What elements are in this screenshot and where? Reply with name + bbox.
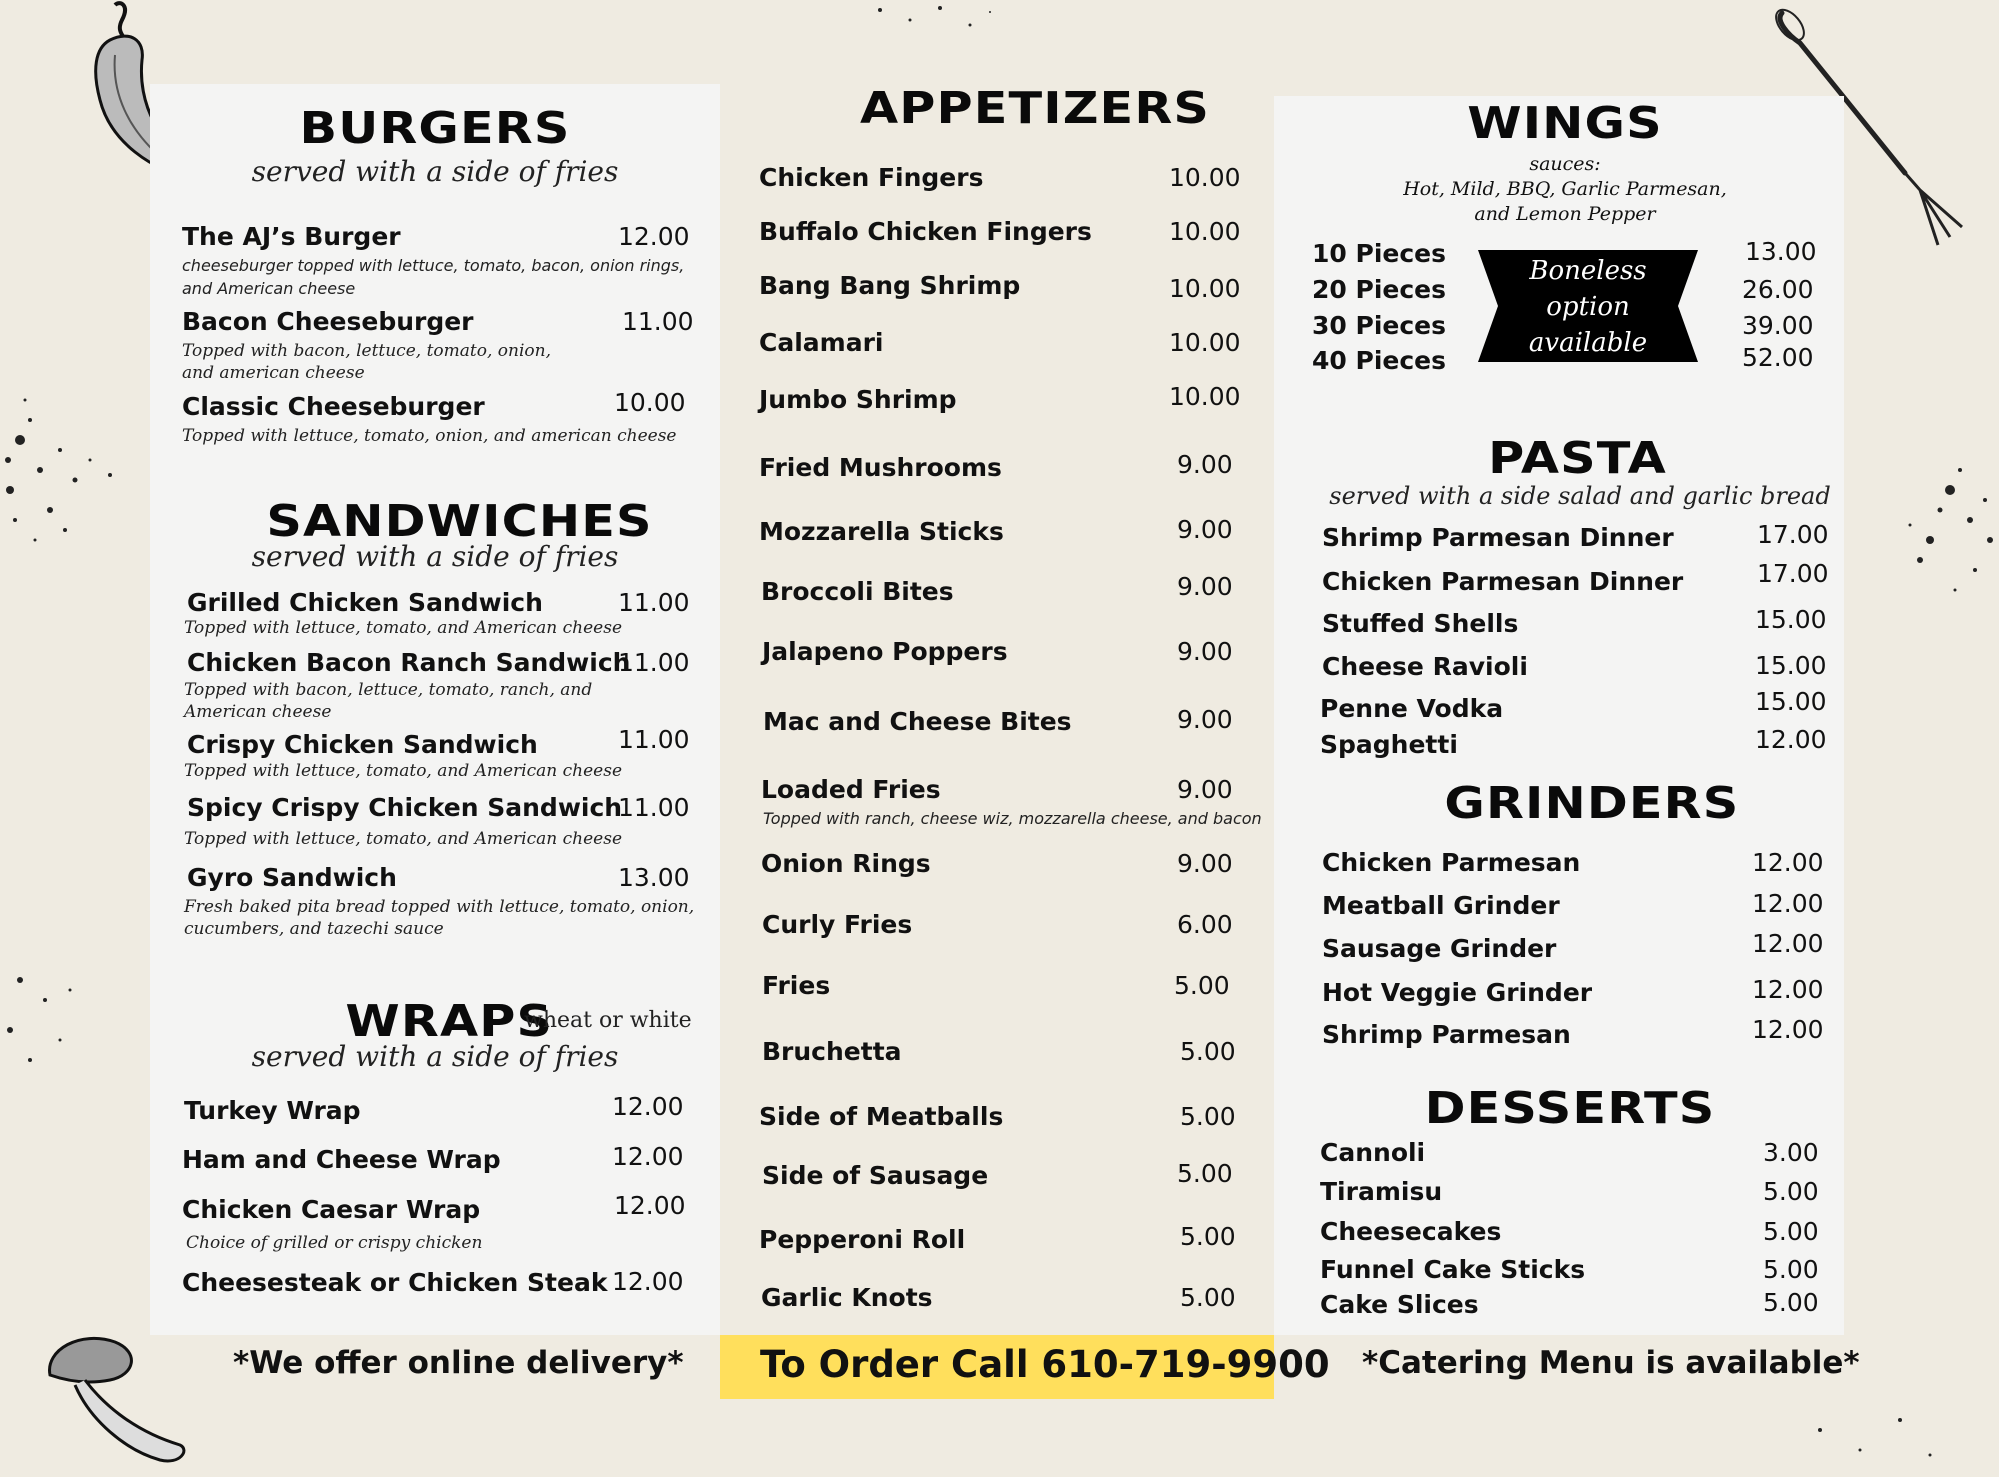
price: 12.00 (614, 1191, 686, 1220)
price: 15.00 (1755, 605, 1827, 634)
menu-item: Cannoli (1320, 1138, 1426, 1167)
price: 12.00 (612, 1267, 684, 1296)
grinders-heading: GRINDERS (1444, 778, 1740, 829)
price: 6.00 (1177, 910, 1233, 939)
menu-item: Turkey Wrap (184, 1096, 361, 1125)
wings-sauces-label: sauces: (1529, 153, 1601, 175)
menu-item: Grilled Chicken Sandwich (187, 588, 543, 617)
sandwiches-heading: SANDWICHES (266, 496, 653, 547)
menu-item: 10 Pieces (1312, 239, 1446, 268)
price: 11.00 (618, 648, 690, 677)
item-description: Topped with ranch, cheese wiz, mozzarella cheese, and bacon (763, 809, 1262, 828)
menu-item: Broccoli Bites (761, 577, 954, 606)
price: 9.00 (1177, 450, 1233, 479)
price: 52.00 (1742, 343, 1814, 372)
burgers-heading: BURGERS (299, 103, 571, 154)
wings-sauces: Hot, Mild, BBQ, Garlic Parmesan, (1403, 178, 1727, 200)
price: 10.00 (1169, 382, 1241, 411)
price: 5.00 (1174, 971, 1230, 1000)
menu-item: Fries (762, 971, 831, 1000)
price: 11.00 (618, 588, 690, 617)
menu-item: 30 Pieces (1312, 311, 1446, 340)
menu-item: Penne Vodka (1320, 694, 1504, 723)
price: 5.00 (1180, 1037, 1236, 1066)
ink-splatter-icon (1800, 1400, 1950, 1477)
menu-item: 40 Pieces (1312, 346, 1446, 375)
menu-item: Buffalo Chicken Fingers (759, 217, 1092, 246)
menu-item: Cheesesteak or Chicken Steak (182, 1268, 608, 1297)
menu-item: Jumbo Shrimp (759, 385, 957, 414)
price: 10.00 (1169, 328, 1241, 357)
menu-item: Shrimp Parmesan Dinner (1322, 523, 1674, 552)
price: 5.00 (1177, 1159, 1233, 1188)
wraps-heading: WRAPS (345, 996, 554, 1047)
menu-item: Classic Cheeseburger (182, 392, 485, 421)
price: 12.00 (1752, 1015, 1824, 1044)
price: 13.00 (618, 863, 690, 892)
menu-item: Onion Rings (761, 849, 931, 878)
menu-item: Chicken Parmesan Dinner (1322, 567, 1684, 596)
delivery-note: *We offer online delivery* (233, 1345, 684, 1381)
price: 11.00 (618, 725, 690, 754)
price: 9.00 (1177, 637, 1233, 666)
price: 15.00 (1755, 687, 1827, 716)
price: 9.00 (1177, 775, 1233, 804)
item-description: Topped with bacon, lettuce, tomato, ranch, and (184, 680, 593, 700)
price: 9.00 (1177, 849, 1233, 878)
menu-item: Crispy Chicken Sandwich (187, 730, 538, 759)
price: 5.00 (1180, 1102, 1236, 1131)
menu-item: Tiramisu (1320, 1177, 1443, 1206)
price: 12.00 (1752, 929, 1824, 958)
price: 3.00 (1763, 1138, 1819, 1167)
burgers-subtitle: served with a side of fries (251, 155, 619, 188)
wings-heading: WINGS (1467, 98, 1663, 149)
menu-item: Chicken Parmesan (1322, 848, 1581, 877)
boneless-text: Boneless (1529, 256, 1647, 286)
menu-item: Mozzarella Sticks (759, 517, 1004, 546)
boneless-text: option (1546, 292, 1630, 322)
price: 26.00 (1742, 275, 1814, 304)
mushroom-icon (40, 1320, 200, 1470)
price: 12.00 (612, 1142, 684, 1171)
menu-item: Hot Veggie Grinder (1322, 978, 1593, 1007)
menu-item: Calamari (759, 328, 884, 357)
price: 10.00 (1169, 217, 1241, 246)
price: 17.00 (1757, 559, 1829, 588)
menu-item: Stuffed Shells (1322, 609, 1519, 638)
price: 11.00 (618, 793, 690, 822)
menu-item: The AJ’s Burger (182, 222, 401, 251)
menu-item: Cheesecakes (1320, 1217, 1502, 1246)
menu-item: Fried Mushrooms (759, 453, 1002, 482)
menu-item: Mac and Cheese Bites (763, 707, 1072, 736)
price: 5.00 (1763, 1255, 1819, 1284)
menu-item: 20 Pieces (1312, 275, 1446, 304)
pasta-heading: PASTA (1488, 433, 1667, 484)
price: 12.00 (1755, 725, 1827, 754)
menu-item: Funnel Cake Sticks (1320, 1255, 1586, 1284)
item-description: and American cheese (182, 279, 356, 298)
price: 15.00 (1755, 651, 1827, 680)
menu-item: Spaghetti (1320, 730, 1458, 759)
boneless-text: available (1528, 328, 1648, 358)
price: 10.00 (1169, 274, 1241, 303)
price: 5.00 (1180, 1222, 1236, 1251)
item-description: Topped with lettuce, tomato, and American cheese (184, 829, 623, 849)
price: 12.00 (1752, 848, 1824, 877)
menu-item: Bruchetta (762, 1037, 902, 1066)
order-phone: To Order Call 610-719-9900 (760, 1343, 1330, 1386)
menu-item: Spicy Crispy Chicken Sandwich (187, 793, 623, 822)
item-description: Topped with lettuce, tomato, and American cheese (184, 618, 623, 638)
item-description: Topped with lettuce, tomato, onion, and american cheese (182, 426, 677, 446)
item-description: cheeseburger topped with lettuce, tomato, bacon, onion rings, (182, 256, 685, 275)
menu-item: Cheese Ravioli (1322, 652, 1528, 681)
menu-item: Gyro Sandwich (187, 863, 397, 892)
price: 12.00 (1752, 975, 1824, 1004)
pasta-subtitle: served with a side salad and garlic bread (1329, 482, 1831, 510)
wings-sauces: and Lemon Pepper (1474, 203, 1656, 225)
price: 11.00 (622, 307, 694, 336)
sandwiches-subtitle: served with a side of fries (251, 540, 619, 573)
menu-item: Side of Meatballs (759, 1102, 1004, 1131)
menu-item: Ham and Cheese Wrap (182, 1145, 501, 1174)
item-description: and american cheese (182, 363, 365, 383)
price: 12.00 (1752, 889, 1824, 918)
menu-item: Bang Bang Shrimp (759, 271, 1021, 300)
item-description: Fresh baked pita bread topped with lettuce, tomato, onion, (184, 897, 695, 917)
wraps-note: wheat or white (524, 1008, 692, 1033)
menu-item: Jalapeno Poppers (762, 637, 1008, 666)
item-description: Topped with bacon, lettuce, tomato, onion, (182, 341, 551, 361)
item-description: American cheese (184, 702, 332, 722)
price: 39.00 (1742, 311, 1814, 340)
menu-item: Cake Slices (1320, 1290, 1479, 1319)
price: 13.00 (1745, 237, 1817, 266)
menu-item: Sausage Grinder (1322, 934, 1557, 963)
menu-item: Chicken Fingers (759, 163, 984, 192)
menu-item: Meatball Grinder (1322, 891, 1560, 920)
ink-splatter-icon (1890, 430, 1999, 630)
price: 12.00 (612, 1092, 684, 1121)
price: 12.00 (618, 222, 690, 251)
appetizers-heading: APPETIZERS (859, 83, 1211, 134)
price: 10.00 (614, 388, 686, 417)
menu-item: Garlic Knots (761, 1283, 933, 1312)
menu-item: Loaded Fries (761, 775, 941, 804)
price: 5.00 (1763, 1217, 1819, 1246)
ink-splatter-icon (0, 950, 90, 1080)
price: 9.00 (1177, 515, 1233, 544)
price: 10.00 (1169, 163, 1241, 192)
ink-splatter-icon (0, 380, 130, 560)
price: 9.00 (1177, 572, 1233, 601)
price: 9.00 (1177, 705, 1233, 734)
price: 5.00 (1763, 1288, 1819, 1317)
menu-item: Chicken Caesar Wrap (182, 1195, 481, 1224)
price: 5.00 (1180, 1283, 1236, 1312)
price: 17.00 (1757, 520, 1829, 549)
menu-item: Curly Fries (762, 910, 913, 939)
catering-note: *Catering Menu is available* (1362, 1345, 1860, 1381)
menu-item: Bacon Cheeseburger (182, 307, 474, 336)
wraps-subtitle: served with a side of fries (251, 1040, 619, 1073)
item-description: cucumbers, and tazechi sauce (184, 919, 444, 939)
item-description: Topped with lettuce, tomato, and American cheese (184, 761, 623, 781)
item-description: Choice of grilled or crispy chicken (186, 1233, 483, 1253)
ink-splatter-icon (860, 0, 1000, 50)
menu-item: Side of Sausage (762, 1161, 989, 1190)
desserts-heading: DESSERTS (1424, 1083, 1716, 1134)
menu-item: Pepperoni Roll (759, 1225, 966, 1254)
price: 5.00 (1763, 1177, 1819, 1206)
menu-item: Chicken Bacon Ranch Sandwich (187, 648, 631, 677)
menu-item: Shrimp Parmesan (1322, 1020, 1571, 1049)
